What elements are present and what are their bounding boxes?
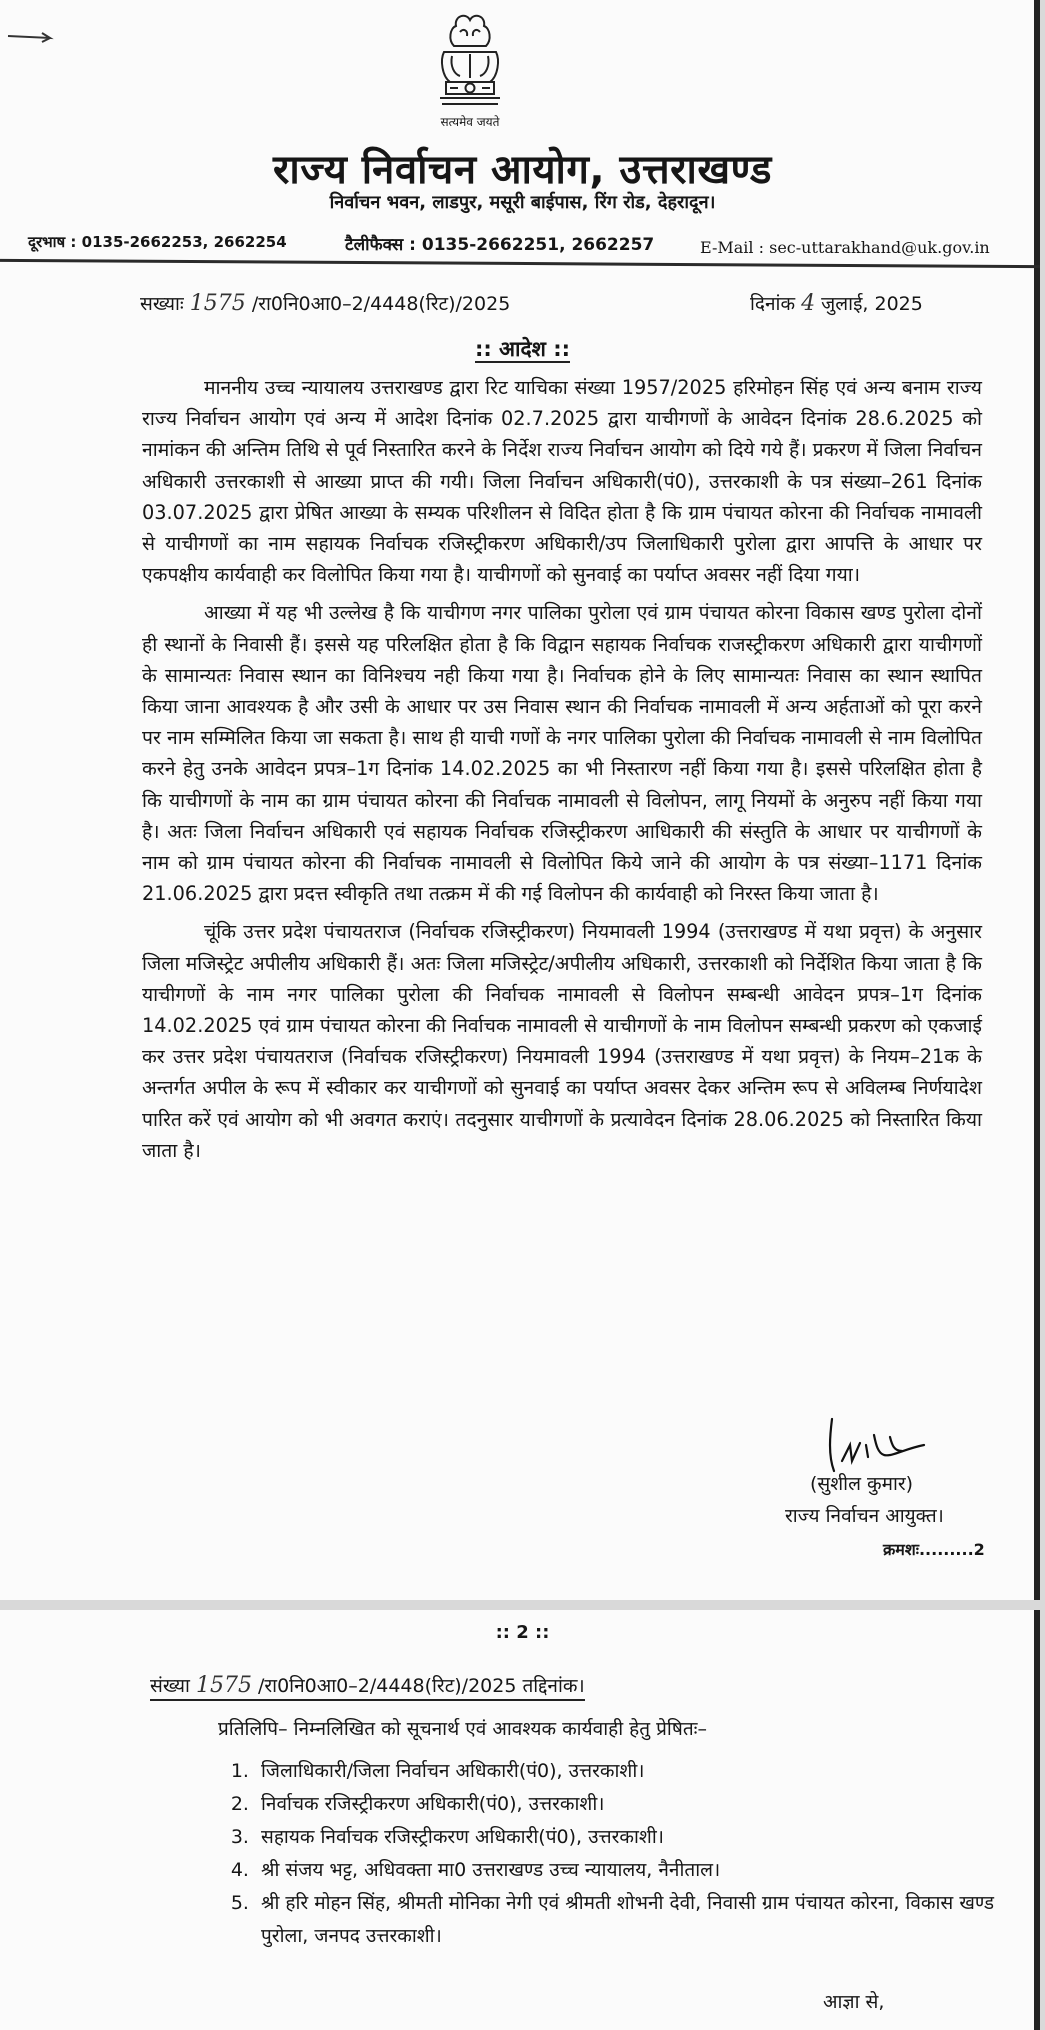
order-date — [750, 290, 923, 316]
signatory-name: (सुशील कुमार) — [810, 1473, 914, 1495]
paragraph-2: आख्या में यह भी उल्लेख है कि याचीगण नगर पालिका पुरोला एवं ग्राम पंचायत कोरना विकास खण्ड पुरोला दोनों ही स्थानों के निवासी हैं। इससे यह परिलक्षित होता है कि विद्वान सहायक निर्वाचक राजस्ट्रीकरण अधिकारी द्वारा याचीगणों के सामान्यतः निवास स्थान का विनिश्चय नही किया गया है। निर्वाचक होने के लिए सामान्यतः निवास का स्थान स्थापित किया जाना आवश्यक है और उसी के आधार पर उस निवास स्थान की निर्वाचक नामावली में अन्य अर्हताओं को पूरा करने पर नाम सम्मिलित किया जा सकता है। साथ ही याची गणों के नगर पालिका पुरोला की निर्वाचक नामावली से नाम विलोपित करने हेतु उनके आवेदन प्रपत्र–1ग दिनांक 14.02.2025 का भी निस्तारण नहीं किया गया है। इससे परिलक्षित होता है कि याचीगणों के नाम का ग्राम पंचायत कोरना की निर्वाचक नामावली से विलोपन, लागू नियमों के अनुरुप नहीं किया गया है। अतः जिला निर्वाचन अधिकारी एवं सहायक निर्वाचक रजिस्ट्रीकरण आधिकारी की संस्तुति के आधार पर याचीगणों के नाम को ग्राम पंचायत कोरना की निर्वाचक नामावली से विलोपित किये जाने की आयोग के पत्र संख्या–1171 दिनांक 21.06.2025 द्वारा प्रदत्त स्वीकृति तथा तत्क्रम में की गई विलोपन की कार्यवाही को निरस्त किया जाता है। — [142, 601, 982, 906]
phone-numbers: दूरभाष : 0135-2662253, 2662254 — [28, 233, 287, 251]
page2-ref-label: संख्या — [150, 1675, 190, 1697]
email-address: E-Mail : sec-uttarakhand@uk.gov.in — [700, 238, 990, 257]
header-divider — [0, 259, 1040, 268]
page-number: :: 2 :: — [495, 1622, 550, 1643]
list-item: 4. श्री संजय भट्ट, अधिवक्ता मा0 उत्तराखण्ड उच्च न्यायालय, नैनीताल। — [255, 1854, 1040, 1887]
list-item: 3. सहायक निर्वाचक रजिस्ट्रीकरण अधिकारी(पं0), उत्तरकाशी। — [255, 1821, 1040, 1854]
continuation-marker: क्रमशः.........2 — [883, 1540, 985, 1559]
handwritten-signature — [820, 1415, 940, 1475]
date-handwritten-day: 4 — [801, 291, 816, 316]
page-edge — [1034, 0, 1040, 1600]
date-rest: जुलाई, 2025 — [821, 293, 923, 315]
reference-code: /रा0नि0आ0–2/4448(रिट)/2025 — [251, 293, 511, 315]
telefax-numbers: टैलीफैक्स : 0135-2662251, 2662257 — [345, 235, 655, 255]
list-item: 2. निर्वाचक रजिस्ट्रीकरण अधिकारी(पं0), उत्तरकाशी। — [255, 1788, 1040, 1821]
paragraph-3: चूंकि उत्तर प्रदेश पंचायतराज (निर्वाचक रजिस्ट्रीकरण) नियमावली 1994 (उत्तराखण्ड में यथा प्रवृत्त) के अनुसार जिला मजिस्ट्रेट अपीलीय अधिकारी हैं। अतः जिला मजिस्ट्रेट/अपीलीय अधिकारी, उत्तरकाशी को निर्देशित किया जाता है कि याचीगणों के नाम नगर पालिका पुरोला की निर्वाचक नामावली से विलोपन सम्बन्धी आवेदन प्रपत्र–1ग दिनांक 14.02.2025 एवं ग्राम पंचायत कोरना की निर्वाचक नामावली से याचीगणों के नाम विलोपन सम्बन्धी प्रकरण को एकजाई कर उत्तर प्रदेश पंचायतराज (निर्वाचक रजिस्ट्रीकरण) नियमावली 1994 (उत्तराखण्ड में यथा प्रवृत्त) के नियम–21क के अन्तर्गत अपील के रूप में स्वीकार कर याचीगणों को सुनवाई का पर्याप्त अवसर देकर अन्तिम रूप से अविलम्ब निर्णयादेश पारित करें एवं आयोग को भी अवगत कराएं। तदनुसार याचीगणों के प्रत्यावेदन दिनांक 28.06.2025 को निस्तारित किया जाता है। — [142, 920, 982, 1162]
date-label: दिनांक — [750, 293, 796, 315]
reference-handwritten-number: 1575 — [189, 291, 246, 316]
org-title: राज्य निर्वाचन आयोग, उत्तराखण्ड — [273, 147, 772, 193]
pen-mark — [6, 30, 56, 44]
signatory-designation: राज्य निर्वाचन आयुक्त। — [785, 1505, 944, 1527]
paragraph-1: माननीय उच्च न्यायालय उत्तराखण्ड द्वारा रिट याचिका संख्या 1957/2025 हरिमोहन सिंह एवं अन्य बनाम राज्य राज्य निर्वाचन आयोग एवं अन्य में आदेश दिनांक 02.7.2025 द्वारा याचीगणों के आवेदन दिनांक 28.6.2025 को नामांकन की अन्तिम तिथि से पूर्व निस्तारित करने के निर्देश राज्य निर्वाचन आयोग को दिये गये हैं। प्रकरण में जिला निर्वाचन अधिकारी उत्तरकाशी से आख्या प्राप्त की गयी। जिला निर्वाचन अधिकारी(पं0), उत्तरकाशी के पत्र संख्या–261 दिनांक 03.07.2025 द्वारा प्रेषित आख्या के सम्यक परिशीलन से विदित होता है कि ग्राम पंचायत कोरना की निर्वाचक नामावली से याचीगणों का नाम सहायक निर्वाचक रजिस्ट्रीकरण अधिकारी/उप जिलाधिकारी पुरोला द्वारा आपत्ति के आधार पर एकपक्षीय कार्यवाही कर विलोपित किया गया है। याचीगणों को सुनवाई का पर्याप्त अवसर नहीं दिया गया। — [142, 376, 982, 587]
document-page-2 — [0, 1610, 1040, 2030]
state-emblem-icon — [430, 12, 510, 127]
org-address: निर्वाचन भवन, लाडपुर, मसूरी बाईपास, रिंग रोड, देहरादून। — [329, 192, 716, 213]
by-order-line: आज्ञा से, — [823, 1991, 885, 2013]
order-body — [142, 372, 982, 1173]
list-item: 1. जिलाधिकारी/जिला निर्वाचन अधिकारी(पं0), उत्तरकाशी। — [255, 1755, 1040, 1788]
page2-ref-handwritten-number: 1575 — [195, 1673, 252, 1698]
recipient-list — [215, 1755, 1040, 1953]
page2-reference — [150, 1672, 585, 1701]
reference-label: सख्याः — [140, 293, 184, 315]
copy-to-line: प्रतिलिपि– निम्नलिखित को सूचनार्थ एवं आवश्यक कार्यवाही हेतु प्रेषितः– — [218, 1718, 708, 1740]
order-heading-text: :: आदेश :: — [474, 337, 571, 361]
order-heading — [0, 335, 1040, 363]
list-item: 5. श्री हरि मोहन सिंह, श्रीमती मोनिका नेगी एवं श्रीमती शोभनी देवी, निवासी ग्राम पंचायत कोरना, विकास खण्ड पुरोला, जनपद उत्तरकाशी। — [255, 1887, 1040, 1953]
emblem-motto: सत्यमेव जयते — [440, 115, 500, 129]
reference-number — [140, 290, 510, 316]
page2-ref-rest: /रा0नि0आ0–2/4448(रिट)/2025 तद्दिनांक। — [258, 1675, 585, 1697]
